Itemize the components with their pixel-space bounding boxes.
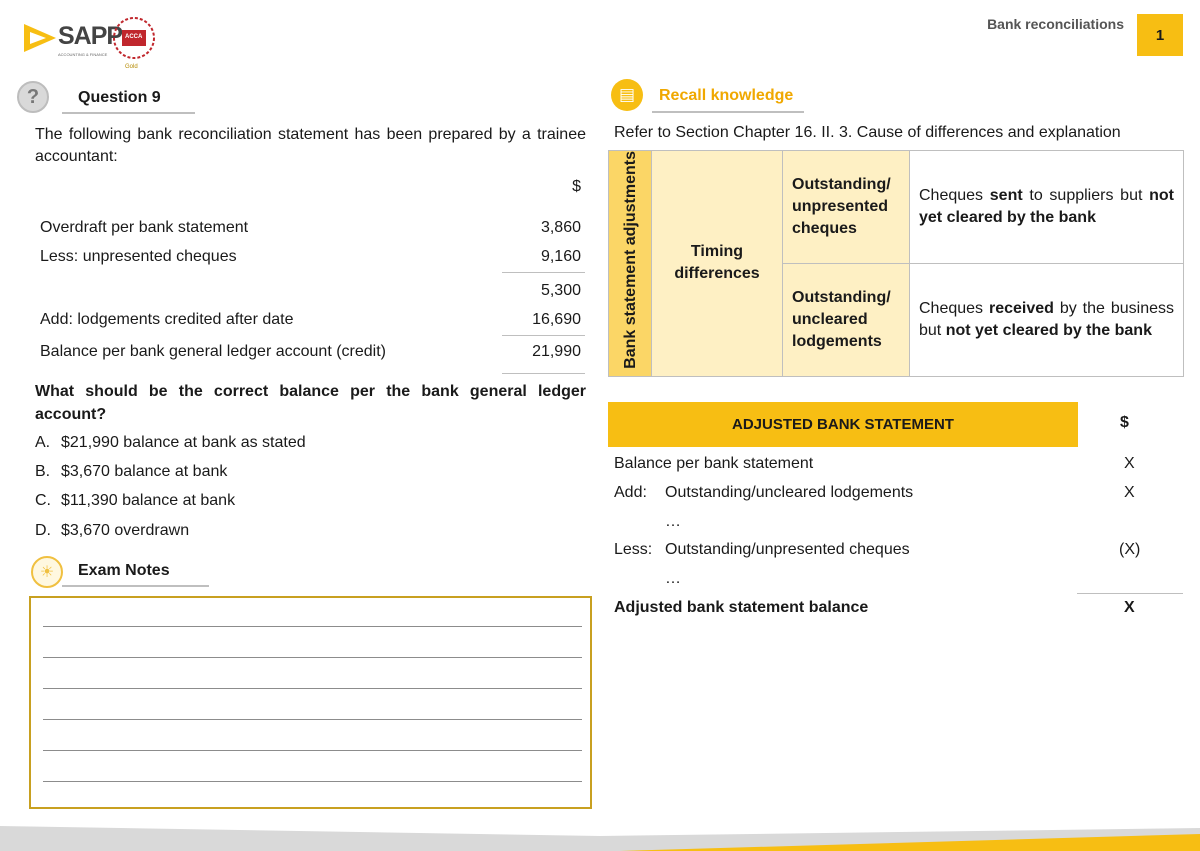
logo-tagline: ACCOUNTING & FINANCE [58,52,108,57]
adjusted-total-rule [1077,593,1183,594]
final-rule [502,373,585,374]
question-prompt: What should be the correct balance per the bank general ledger account? [35,383,586,423]
desc-text: by the business but [919,299,1174,339]
adjusted-row-prefix: Add: [614,484,647,501]
adjusted-row-prefix: Less: [614,541,653,558]
answer-option-a[interactable] [35,434,306,452]
logo-text: SAPP [58,22,123,50]
rec-row-label: Add: lodgements credited after date [40,311,294,328]
desc-bold: sent [989,186,1023,204]
answer-option-b[interactable] [35,463,227,481]
recall-reference: Refer to Section Chapter 16. II. 3. Cause of differences and explanation [614,124,1121,141]
adjusted-row-value: (X) [1119,541,1141,558]
causes-type-label: Outstanding/ unpresented cheques [792,175,891,237]
option-letter: A. [35,434,51,451]
desc-text: to suppliers but [1022,186,1150,204]
adjusted-statement-heading: ADJUSTED BANK STATEMENT [608,402,1078,447]
adjusted-row [614,455,813,473]
subtotal-rule [502,272,585,273]
rec-row-amount: 16,690 [532,311,581,328]
adjusted-row-text: … [665,570,681,587]
desc-text: Cheques [919,299,989,317]
page-number: 1 [1137,14,1183,56]
causes-desc-cell [910,151,1184,264]
answer-option-d[interactable] [35,522,189,540]
option-text: $21,990 balance at bank as stated [61,434,306,451]
adjusted-row [614,541,910,559]
option-text: $11,390 balance at bank [61,492,236,509]
rec-row-amount: 21,990 [532,343,581,360]
exam-notes-underline [62,585,209,587]
adjusted-total-label: Adjusted bank statement balance [614,599,869,616]
recall-title-underline [652,111,804,113]
option-text: $3,670 balance at bank [61,463,228,480]
desc-bold: received [988,299,1054,317]
adjusted-currency: $ [1120,414,1129,431]
adjusted-row-prefix: Balance per bank statement [614,455,814,472]
adjusted-row [665,570,681,588]
causes-type-label: Outstanding/ uncleared lodgements [792,288,891,350]
play-logo-icon [22,18,60,58]
option-letter: D. [35,522,51,539]
option-letter: B. [35,463,51,480]
page-header-title: Bank reconciliations [987,16,1124,32]
note-line [43,719,582,720]
adjusted-row [614,484,913,502]
causes-category-label: Timing differences [674,243,760,283]
acca-badge-sub: Gold [125,64,138,70]
rec-row-amount: 3,860 [540,219,581,236]
option-letter: C. [35,492,51,509]
causes-type-cell [783,151,910,264]
desc-bold: not yet cleared by the bank [919,186,1174,226]
lightbulb-icon: ☀ [31,556,63,588]
rec-row-label: Balance per bank general ledger account (credit) [40,343,386,360]
footer-band [0,826,1200,851]
acca-badge [104,14,164,74]
causes-desc-cell [910,263,1184,376]
adjusted-row-value: X [1124,455,1135,472]
acca-badge-label: ACCA [125,34,143,40]
adjusted-row-text: Outstanding/unpresented cheques [665,541,910,558]
note-line [43,626,582,627]
note-line [43,781,582,782]
currency-header: $ [572,178,581,195]
rec-row-amount: 9,160 [540,248,581,265]
question-title-underline [62,112,195,114]
adjusted-row-text: Outstanding/uncleared lodgements [665,484,914,501]
answer-option-c[interactable] [35,492,235,510]
question-intro: The following bank reconciliation statement has been prepared by a trainee accountant: [35,126,586,165]
exam-notes-title: Exam Notes [78,562,170,579]
adjusted-row [665,513,681,531]
desc-text: Cheques [919,186,990,204]
document-icon: ▤ [611,79,643,111]
rec-row-label: Overdraft per bank statement [40,219,249,236]
causes-table [608,150,1184,377]
total-rule [502,335,585,336]
causes-group-label: Bank statement adjustments [621,151,639,369]
rec-row-label: Less: unpresented cheques [40,248,237,265]
adjusted-row-text: … [665,513,681,530]
recall-title: Recall knowledge [659,87,794,104]
question-icon: ? [17,81,49,113]
question-title: Question 9 [78,89,161,106]
desc-bold: not yet cleared by the bank [945,321,1152,339]
adjusted-row-value: X [1124,484,1135,501]
note-line [43,750,582,751]
option-text: $3,670 overdrawn [61,522,190,539]
rec-row-amount: 5,300 [540,282,581,299]
causes-type-cell [783,263,910,376]
adjusted-total-value: X [1124,599,1135,616]
note-line [43,688,582,689]
note-line [43,657,582,658]
causes-category-cell [652,151,783,377]
causes-group-cell [609,151,652,377]
exam-notes-box[interactable] [29,596,592,809]
